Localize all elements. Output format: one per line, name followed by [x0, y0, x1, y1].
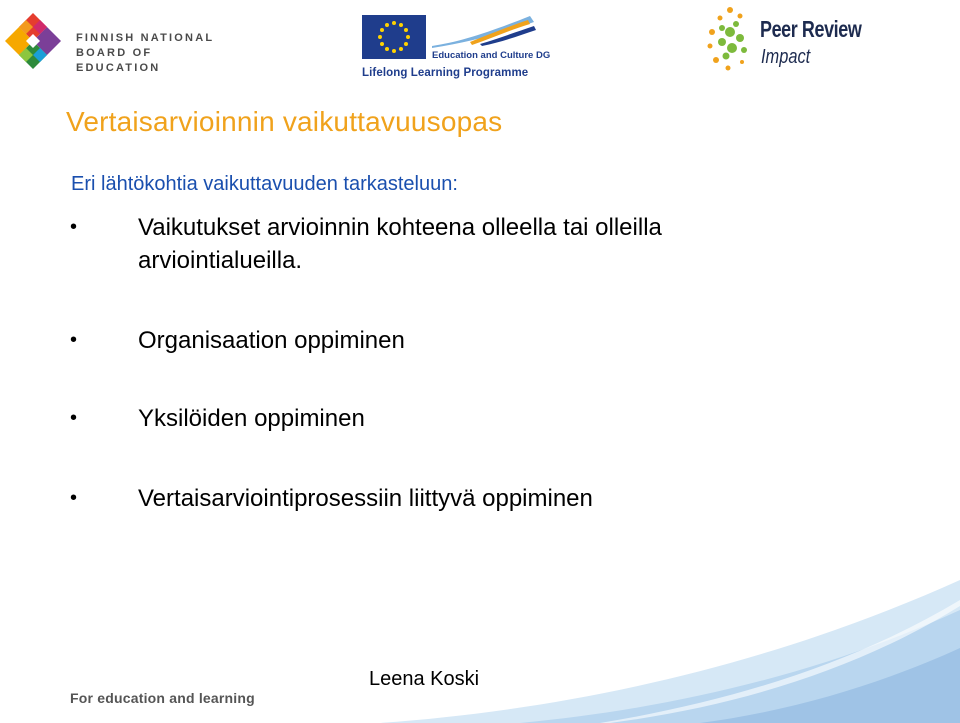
- slide-subtitle: Eri lähtökohtia vaikuttavuuden tarkasteluun:: [71, 173, 458, 195]
- bullet-text: Organisaation oppiminen: [138, 327, 405, 354]
- fnbe-line1: FINNISH NATIONAL: [76, 32, 215, 44]
- peer-review-dots-icon: [700, 2, 760, 78]
- slide-title: Vertaisarvioinnin vaikuttavuusopas: [66, 106, 503, 137]
- fnbe-logo: [4, 12, 224, 72]
- peer-review-impact-logo: [700, 2, 880, 78]
- eu-flag-icon: [362, 15, 426, 59]
- bullet-dot: •: [70, 216, 78, 238]
- bullet-item: [70, 324, 790, 358]
- eu-llp-logo: [362, 12, 551, 84]
- footer-author: Leena Koski: [369, 668, 480, 690]
- bullet-item: [70, 402, 790, 436]
- bullet-text: Vertaisarviointiprosessiin liittyvä oppiminen: [138, 485, 593, 512]
- eu-dg-text: Education and Culture DG: [432, 50, 551, 61]
- eu-programme-text: Lifelong Learning Programme: [362, 67, 529, 79]
- bullet-item: [70, 211, 790, 281]
- bullet-text: Yksilöiden oppiminen: [138, 405, 365, 432]
- bullet-item: [70, 482, 790, 516]
- bullet-dot: •: [70, 329, 78, 351]
- footer-tagline: For education and learning: [70, 690, 255, 706]
- peer-review-title: Peer Review: [760, 16, 862, 42]
- fnbe-diamond-logo-icon: [4, 12, 62, 70]
- fnbe-line2: BOARD OF EDUCATION: [76, 47, 161, 74]
- peer-review-subtitle: Impact: [761, 46, 811, 68]
- bullet-dot: •: [70, 487, 78, 509]
- fnbe-wordmark: [76, 31, 224, 76]
- bullet-dot: •: [70, 407, 78, 429]
- bullet-text: Vaikutukset arvioinnin kohteena olleella tai olleilla arviointialueilla.: [138, 214, 662, 274]
